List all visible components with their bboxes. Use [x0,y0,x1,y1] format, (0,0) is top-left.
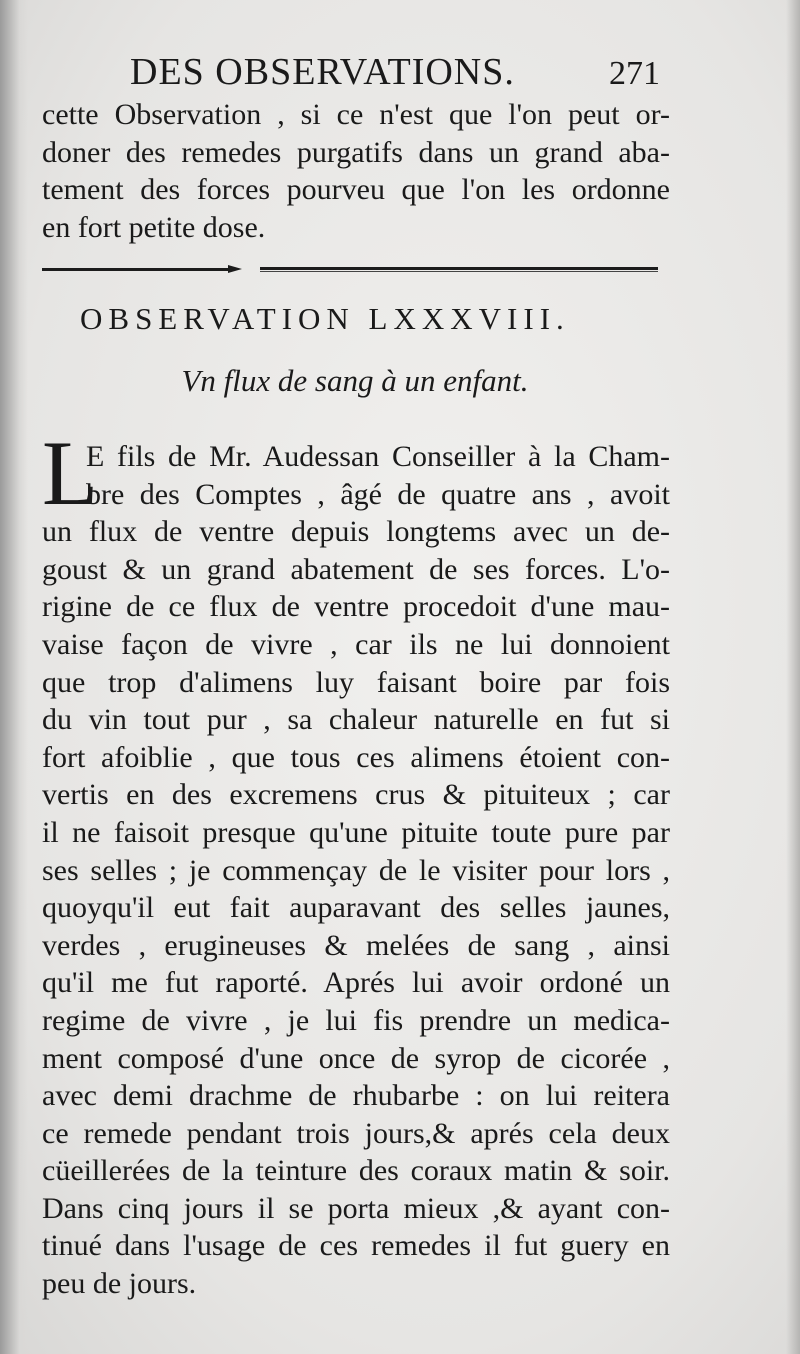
text-line: en fort petite dose. [42,210,266,244]
drop-cap: L [42,422,99,524]
divider-left-rule [42,268,230,271]
text-line: peu de jours. [42,1267,197,1301]
page-edge-shadow [786,0,800,1354]
text-line: ses selles ; je commençay de le visiter pour lors , [42,853,670,887]
text-line: un flux de ventre depuis longtems avec un de- [42,515,670,549]
text-line: E fils de Mr. Audessan Conseiller à la Cham- [86,440,670,473]
text-line: cüeillerées de la teinture des coraux matin & soir. [42,1154,670,1188]
text-line: ment composé d'une once de syrop de cicorée , [42,1041,670,1075]
text-line: cette Observation , si ce n'est que l'on peut or- [42,98,670,131]
text-line: qu'il me fut raporté. Aprés lui avoir ordoné un [42,966,670,1000]
text-line: avec demi drachme de rhubarbe : on lui reitera [42,1079,670,1113]
text-line: vertis en des excremens crus & pituiteux ; car [42,778,670,812]
text-line: Dans cinq jours il se porta mieux ,& ayant con- [42,1191,670,1225]
divider-right-rule [260,267,658,270]
text-line: tinué dans l'usage de ces remedes il fut guery en [42,1229,670,1263]
text-line: rigine de ce flux de ventre procedoit d'une mau- [42,590,670,624]
page-gutter-shadow [0,0,28,1354]
page-header [130,42,660,102]
text-line: il ne faisoit presque qu'une pituite toute pure par [42,815,670,849]
page-number: 271 [609,55,660,92]
text-line: regime de vivre , je lui fis prendre un medica- [42,1003,670,1037]
running-title: DES OBSERVATIONS. [130,51,515,93]
text-line: verdes , erugineuses & melées de sang , ainsi [42,928,670,962]
text-line: du vin tout pur , sa chaleur naturelle en fut si [42,703,670,737]
observation-body [42,438,670,1303]
text-line: tement des forces pourveu que l'on les ordonne [42,173,670,207]
text-line: doner des remedes purgatifs dans un grand aba- [42,135,670,169]
text-line: que trop d'alimens luy faisant boire par fois [42,665,670,699]
observation-subtitle: Vn flux de sang à un enfant. [181,363,529,398]
text-line: goust & un grand abatement de ses forces. L'o- [42,552,670,586]
text-line: fort afoiblie , que tous ces alimens étoient con- [42,740,670,774]
text-line: ce remede pendant trois jours,& aprés cela deux [42,1116,670,1150]
text-line: vaise façon de vivre , car ils ne lui donnoient [42,627,670,661]
previous-observation-ending [42,96,670,246]
section-divider [42,262,660,276]
text-line: quoyqu'il eut fait auparavant des selles jaunes, [42,891,670,925]
text-line: bre des Comptes , âgé de quatre ans , avoit [86,477,670,511]
observation-heading: OBSERVATION LXXXVIII. [80,301,570,336]
